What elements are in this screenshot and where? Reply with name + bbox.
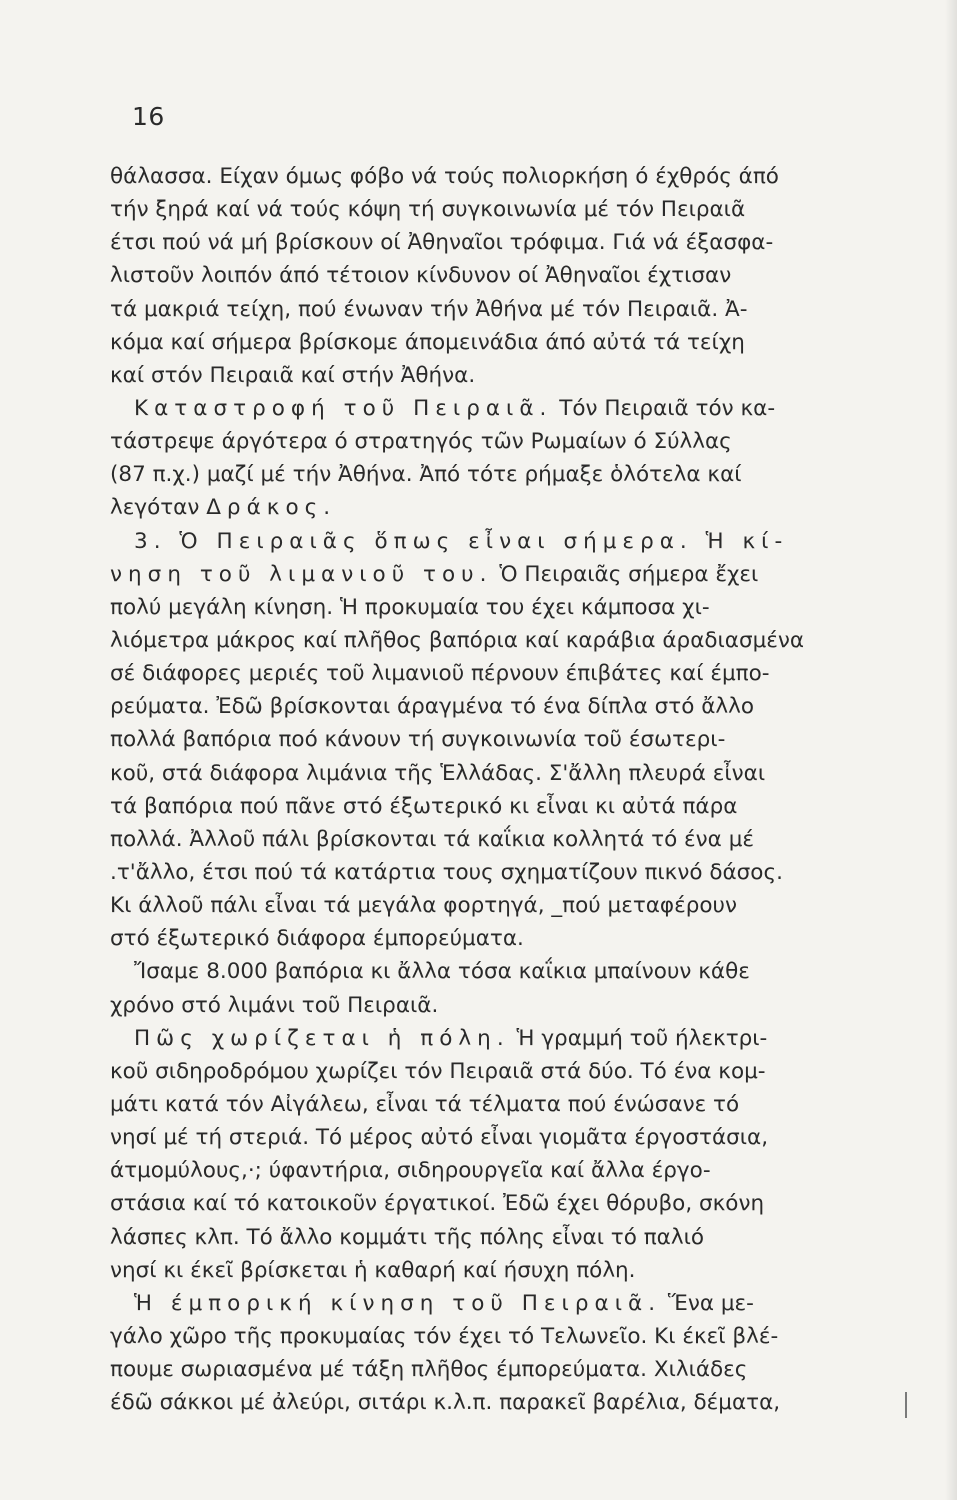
text-run: τά βαπόρια πού πᾶνε στό έξωτερικό κι εἶναι κι αὐτά πάρα	[110, 793, 738, 819]
text-run: στάσια καί τό κατοικοῦν έργατικοί. Ἐδῶ έχει θόρυβο, σκόνη	[110, 1191, 765, 1217]
text-line	[110, 624, 948, 657]
text-run: έδῶ σάκκοι μέ ἀλεύρι, σιτάρι κ.λ.π. παρακεῖ βαρέλια, δέματα,	[110, 1390, 781, 1416]
text-run: σέ διάφορες μεριές τοῦ λιμανιοῦ πέρνουν έπιβάτες καί έμπο-	[110, 661, 770, 687]
text-run: καί στόν Πειραιᾶ καί στήν Ἀθήνα.	[110, 362, 476, 388]
text-line	[110, 922, 948, 955]
text-run: λιστοῦν λοιπόν άπό τέτοιον κίνδυνον οί Ἀθηναῖοι έχτισαν	[110, 263, 732, 289]
text-run: Τόν Πειραιᾶ τόν κα-	[552, 395, 776, 421]
text-run: λάσπες κλπ. Τό ἄλλο κομμάτι τῆς πόλης εἶναι τό παλιό	[110, 1224, 705, 1250]
text-run: πουμε σωριασμένα μέ τάξη πλῆθος έμπορεύματα. Χιλιάδες	[110, 1357, 748, 1383]
text-line	[110, 193, 948, 226]
text-run: στό έξωτερικό διάφορα έμπορεύματα.	[110, 926, 524, 952]
text-run: τά μακριά τείχη, πού ένωναν τήν Ἀθήνα μέ τόν Πειραιᾶ. Ἀ-	[110, 296, 748, 322]
text-line	[110, 160, 948, 193]
text-run: κοῦ σιδηροδρόμου χωρίζει τόν Πειραιᾶ στά δύο. Τό ένα κομ-	[110, 1058, 766, 1084]
text-run: κόμα καί σήμερα βρίσκομε άπομεινάδια άπό αὐτά τά τείχη	[110, 329, 745, 355]
text-line	[110, 425, 948, 458]
page-number: 16	[132, 102, 165, 131]
text-run: πολύ μεγάλη κίνηση. Ἡ προκυμαία του έχει κάμποσα χι-	[110, 594, 710, 620]
text-run: λεγόταν	[110, 495, 207, 521]
text-run: ρεύματα. Ἐδῶ βρίσκονται άραγμένα τό ένα δίπλα στό ἄλλο	[110, 694, 754, 720]
text-line	[110, 491, 948, 524]
text-line	[110, 1088, 948, 1121]
text-line	[110, 1320, 948, 1353]
text-line	[110, 657, 948, 690]
text-line	[110, 856, 948, 889]
text-line	[110, 1121, 948, 1154]
text-run: θάλασσα. Είχαν όμως φόβο νά τούς πολιορκήση ό έχθρός άπό	[110, 164, 779, 189]
text-line	[110, 1055, 948, 1088]
text-line	[110, 326, 948, 359]
text-line	[110, 293, 948, 326]
text-run: Ἴσαμε 8.000 βαπόρια κι ἄλλα τόσα καΐκια μπαίνουν κάθε	[134, 959, 750, 985]
section-heading-run: Πῶς χωρίζεται ἡ πόλη.	[134, 1025, 510, 1051]
text-run: Ἕνα με-	[661, 1290, 754, 1316]
text-run: λιόμετρα μάκρος καί πλῆθος βαπόρια καί καράβια άραδιασμένα	[110, 627, 805, 653]
text-line	[110, 558, 948, 591]
section-heading-run: νηση τοῦ λιμανιοῦ του.	[110, 561, 493, 587]
text-run: Ἡ γραμμή τοῦ ήλεκτρι-	[509, 1025, 768, 1051]
text-line	[110, 525, 948, 558]
text-line	[110, 1353, 948, 1386]
text-line	[110, 1187, 948, 1220]
text-line	[110, 790, 948, 823]
text-run: τάστρεψε άργότερα ό στρατηγός τῶν Ρωμαίων ό Σύλλας	[110, 429, 732, 455]
text-line	[110, 690, 948, 723]
section-heading-run: Καταστροφή τοῦ Πειραιᾶ.	[134, 395, 553, 421]
text-run: χρόνο στό λιμάνι τοῦ Πειραιᾶ.	[110, 992, 439, 1018]
text-run: πολλά. Ἀλλοῦ πάλι βρίσκονται τά καΐκια κολλητά τό ένα μέ	[110, 826, 754, 852]
text-run: Ὁ Πειραιᾶς σήμερα ἔχει	[492, 561, 759, 587]
text-line	[110, 259, 948, 292]
text-line	[110, 392, 948, 425]
text-line	[110, 889, 948, 922]
text-line	[110, 757, 948, 790]
text-run: κοῦ, στά διάφορα λιμάνια τῆς Ἑλλάδας. Σ'ἄλλη πλευρά εἶναι	[110, 760, 766, 786]
text-run: .τ'ἄλλο, έτσι πού τά κατάρτια τους σχηματίζουν πικνό δάσος.	[110, 859, 783, 885]
text-run: τήν ξηρά καί νά τούς κόψη τή συγκοινωνία μέ τόν Πειραιᾶ	[110, 197, 746, 223]
text-run: γάλο χῶρο τῆς προκυμαίας τόν έχει τό Τελωνεῖο. Κι έκεῖ βλέ-	[110, 1323, 779, 1349]
text-run: νησί μέ τή στεριά. Τό μέρος αὐτό εἶναι γιομᾶτα έργοστάσια,	[110, 1125, 769, 1151]
text-line	[110, 989, 948, 1022]
emphasis-run: Δράκος	[206, 495, 324, 521]
text-line	[110, 226, 948, 259]
text-run: πολλά βαπόρια ποό κάνουν τή συγκοινωνία τοῦ έσωτερι-	[110, 727, 726, 753]
section-heading-run: Ἡ έμπορική κίνηση τοῦ Πειραιᾶ.	[134, 1290, 662, 1316]
text-run: νησί κι έκεῖ βρίσκεται ἡ καθαρή καί ήσυχη πόλη.	[110, 1257, 636, 1283]
page-edge-shadow	[945, 0, 957, 1500]
margin-mark	[905, 1392, 907, 1418]
text-line	[110, 823, 948, 856]
text-run: άτμομύλους,·; ύφαντήρια, σιδηρουργεῖα καί ἄλλα έργο-	[110, 1158, 711, 1184]
text-run: .	[323, 495, 331, 521]
text-line	[110, 1022, 948, 1055]
text-run: (87 π.χ.) μαζί μέ τήν Ἀθήνα. Ἀπό τότε ρήμαξε ὁλότελα καί	[110, 462, 742, 488]
text-line	[110, 723, 948, 756]
text-line	[110, 359, 948, 392]
text-line	[110, 955, 948, 988]
text-line	[110, 458, 948, 491]
text-run: Κι άλλοῦ πάλι εἶναι τά μεγάλα φορτηγά, _πού μεταφέρουν	[110, 893, 737, 919]
text-line	[110, 1254, 948, 1287]
text-line	[110, 591, 948, 624]
text-line	[110, 1386, 948, 1419]
text-line	[110, 1221, 948, 1254]
text-line	[110, 1154, 948, 1187]
text-run: έτσι πού νά μή βρίσκουν οί Ἀθηναῖοι τρόφιμα. Γιά νά έξασφα-	[110, 230, 774, 256]
text-run: μάτι κατά τόν Αἰγάλεω, εἶναι τά τέλματα πού ένώσανε τό	[110, 1091, 740, 1117]
body-text	[110, 160, 948, 1419]
section-heading-run: 3. Ὁ Πειραιᾶς ὅπως εἶναι σήμερα. Ἡ κί-	[134, 528, 789, 554]
text-line	[110, 1287, 948, 1320]
